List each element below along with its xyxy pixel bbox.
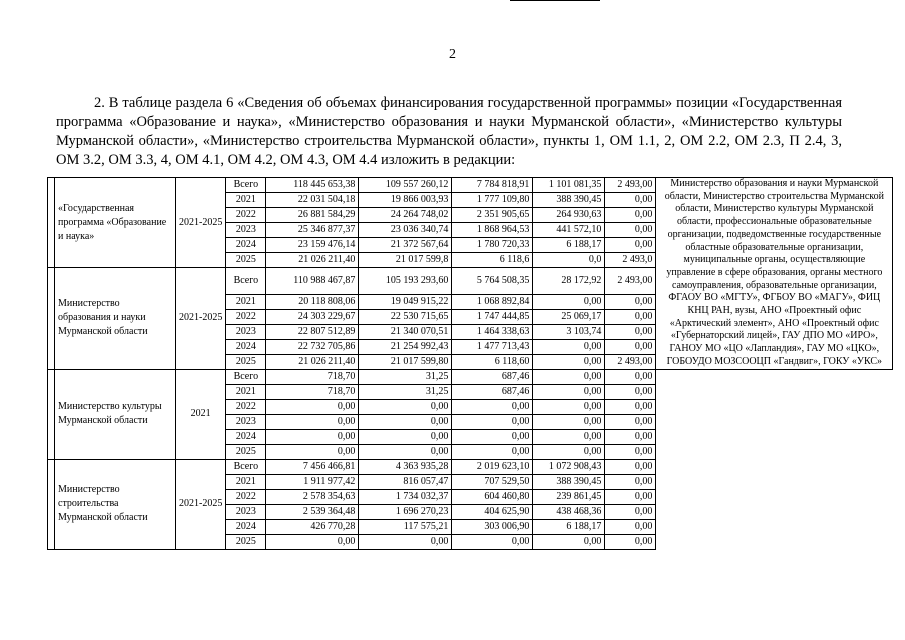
amount-cell: 426 770,28 bbox=[266, 519, 359, 534]
amount-cell: 0,00 bbox=[605, 504, 656, 519]
year-cell: 2024 bbox=[226, 238, 266, 253]
amount-cell: 0,00 bbox=[605, 324, 656, 339]
amount-cell: 0,00 bbox=[359, 429, 452, 444]
amount-cell: 21 372 567,64 bbox=[359, 238, 452, 253]
page-number: 2 bbox=[449, 47, 456, 62]
amount-cell: 117 575,21 bbox=[359, 519, 452, 534]
amount-cell: 0,00 bbox=[533, 369, 605, 384]
amount-cell: 1 696 270,23 bbox=[359, 504, 452, 519]
amount-cell: 7 456 466,81 bbox=[266, 459, 359, 474]
amount-cell: 0,00 bbox=[605, 339, 656, 354]
amount-cell: 1 868 964,53 bbox=[452, 223, 533, 238]
amount-cell: 0,00 bbox=[605, 238, 656, 253]
program-name: Министерство культуры Мурманской области bbox=[55, 369, 176, 459]
amount-cell: 0,0 bbox=[533, 253, 605, 268]
amount-cell: 7 784 818,91 bbox=[452, 178, 533, 193]
amount-cell: 1 911 977,42 bbox=[266, 474, 359, 489]
header-rule bbox=[510, 0, 600, 1]
year-cell: 2024 bbox=[226, 339, 266, 354]
amount-cell: 25 346 877,37 bbox=[266, 223, 359, 238]
amount-cell: 1 734 032,37 bbox=[359, 489, 452, 504]
amount-cell: 0,00 bbox=[452, 414, 533, 429]
year-cell: 2024 bbox=[226, 429, 266, 444]
amount-cell: 264 930,63 bbox=[533, 208, 605, 223]
amount-cell: 0,00 bbox=[533, 339, 605, 354]
amount-cell: 0,00 bbox=[359, 414, 452, 429]
amount-cell: 6 188,17 bbox=[533, 519, 605, 534]
amount-cell: 0,00 bbox=[605, 369, 656, 384]
amount-cell: 604 460,80 bbox=[452, 489, 533, 504]
year-cell: Всего bbox=[226, 178, 266, 193]
amount-cell: 816 057,47 bbox=[359, 474, 452, 489]
year-cell: 2025 bbox=[226, 534, 266, 549]
amount-cell: 0,00 bbox=[605, 429, 656, 444]
amount-cell: 6 118,60 bbox=[452, 354, 533, 369]
amount-cell: 2 493,00 bbox=[605, 178, 656, 193]
amount-cell: 0,00 bbox=[605, 294, 656, 309]
amount-cell: 388 390,45 bbox=[533, 193, 605, 208]
amount-cell: 21 017 599,80 bbox=[359, 354, 452, 369]
year-cell: 2023 bbox=[226, 414, 266, 429]
amount-cell: 22 530 715,65 bbox=[359, 309, 452, 324]
amount-cell: 4 363 935,28 bbox=[359, 459, 452, 474]
amount-cell: 110 988 467,87 bbox=[266, 268, 359, 295]
amount-cell: 1 072 908,43 bbox=[533, 459, 605, 474]
amount-cell: 24 303 229,67 bbox=[266, 309, 359, 324]
amount-cell: 0,00 bbox=[266, 414, 359, 429]
year-cell: Всего bbox=[226, 369, 266, 384]
amount-cell: 0,00 bbox=[605, 414, 656, 429]
amount-cell: 0,00 bbox=[452, 399, 533, 414]
program-name: Министерство строительства Мурманской области bbox=[55, 459, 176, 549]
amount-cell: 0,00 bbox=[605, 384, 656, 399]
amount-cell: 23 036 340,74 bbox=[359, 223, 452, 238]
year-cell: 2021 bbox=[226, 193, 266, 208]
executors-cell: Министерство образования и науки Мурманской области, Министерство строительства Мурманской области, Министерство культуры Мурманской области, профессиональные образовательные организации, подведомственные государственные областные образовательные организации, муниципальные органы, осуществляющие управление в сфере образования, органы местного самоуправления, образовательные организации, ФГАОУ ВО «МГТУ», ФГБОУ ВО «МАГУ», ФИЦ КНЦ РАН, вузы, АНО «Проектный офис «Арктический элемент», АНО «Проектный офис «Губернаторский лицей», ГАУ ДПО МО «ИРО», ГАНОУ МО «ЦО «Лапландия», ГАУ МО «ЦКО», ГОБОУДО МОЗСООЦП «Гандвиг», ГОКУ «УКС» bbox=[656, 178, 893, 370]
year-cell: 2025 bbox=[226, 354, 266, 369]
amount-cell: 0,00 bbox=[605, 534, 656, 549]
year-cell: 2023 bbox=[226, 324, 266, 339]
table-row bbox=[48, 369, 893, 384]
amount-cell: 26 881 584,29 bbox=[266, 208, 359, 223]
amount-cell: 109 557 260,12 bbox=[359, 178, 452, 193]
amount-cell: 22 807 512,89 bbox=[266, 324, 359, 339]
amount-cell: 0,00 bbox=[533, 354, 605, 369]
financing-table bbox=[47, 177, 893, 550]
amount-cell: 0,00 bbox=[266, 429, 359, 444]
amount-cell: 0,00 bbox=[359, 534, 452, 549]
amount-cell: 718,70 bbox=[266, 384, 359, 399]
amount-cell: 707 529,50 bbox=[452, 474, 533, 489]
period: 2021-2025 bbox=[176, 268, 226, 370]
amount-cell: 0,00 bbox=[266, 534, 359, 549]
amount-cell: 0,00 bbox=[605, 459, 656, 474]
amount-cell: 22 031 504,18 bbox=[266, 193, 359, 208]
amount-cell: 19 049 915,22 bbox=[359, 294, 452, 309]
amount-cell: 2 493,00 bbox=[605, 354, 656, 369]
year-cell: 2022 bbox=[226, 489, 266, 504]
amount-cell: 0,00 bbox=[605, 399, 656, 414]
amount-cell: 5 764 508,35 bbox=[452, 268, 533, 295]
program-name: Министерство образования и науки Мурманской области bbox=[55, 268, 176, 370]
amount-cell: 0,00 bbox=[452, 444, 533, 459]
amount-cell: 2 351 905,65 bbox=[452, 208, 533, 223]
year-cell: 2025 bbox=[226, 444, 266, 459]
amount-cell: 0,00 bbox=[533, 294, 605, 309]
amount-cell: 31,25 bbox=[359, 369, 452, 384]
amount-cell: 0,00 bbox=[452, 429, 533, 444]
amount-cell: 0,00 bbox=[605, 519, 656, 534]
year-cell: 2021 bbox=[226, 474, 266, 489]
amount-cell: 0,00 bbox=[533, 399, 605, 414]
blank-cell bbox=[48, 268, 55, 370]
amount-cell: 21 254 992,43 bbox=[359, 339, 452, 354]
amount-cell: 2 493,00 bbox=[605, 268, 656, 295]
amount-cell: 441 572,10 bbox=[533, 223, 605, 238]
blank-cell bbox=[48, 178, 55, 268]
year-cell: 2022 bbox=[226, 309, 266, 324]
amount-cell: 21 340 070,51 bbox=[359, 324, 452, 339]
empty-executor-area bbox=[656, 459, 893, 549]
amount-cell: 1 747 444,85 bbox=[452, 309, 533, 324]
amount-cell: 239 861,45 bbox=[533, 489, 605, 504]
amount-cell: 3 103,74 bbox=[533, 324, 605, 339]
amount-cell: 0,00 bbox=[533, 429, 605, 444]
amount-cell: 20 118 808,06 bbox=[266, 294, 359, 309]
amount-cell: 31,25 bbox=[359, 384, 452, 399]
amount-cell: 25 069,17 bbox=[533, 309, 605, 324]
amount-cell: 1 477 713,43 bbox=[452, 339, 533, 354]
amount-cell: 0,00 bbox=[605, 489, 656, 504]
amount-cell: 0,00 bbox=[605, 208, 656, 223]
year-cell: 2021 bbox=[226, 384, 266, 399]
year-cell: Всего bbox=[226, 268, 266, 295]
amount-cell: 28 172,92 bbox=[533, 268, 605, 295]
year-cell: 2022 bbox=[226, 208, 266, 223]
year-cell: Всего bbox=[226, 459, 266, 474]
amount-cell: 687,46 bbox=[452, 384, 533, 399]
amount-cell: 0,00 bbox=[533, 414, 605, 429]
amount-cell: 0,00 bbox=[452, 534, 533, 549]
amount-cell: 0,00 bbox=[605, 193, 656, 208]
program-name: «Государственная программа «Образование и наука» bbox=[55, 178, 176, 268]
amount-cell: 438 468,36 bbox=[533, 504, 605, 519]
instruction-paragraph: 2. В таблице раздела 6 «Сведения об объемах финансирования государственной программы» позиции «Государственная программа «Образование и наука», «Министерство образования и науки Мурманской области», «Министерство культуры Мурманской области», «Министерство строительства Мурманской области», пункты 1, ОМ 1.1, 2, ОМ 2.2, ОМ 2.3, П 2.4, 3, ОМ 3.2, ОМ 3.3, 4, ОМ 4.1, ОМ 4.2, ОМ 4.3, ОМ 4.4 изложить в редакции: bbox=[56, 95, 842, 168]
amount-cell: 2 019 623,10 bbox=[452, 459, 533, 474]
blank-cell bbox=[48, 369, 55, 459]
amount-cell: 2 539 364,48 bbox=[266, 504, 359, 519]
amount-cell: 0,00 bbox=[359, 444, 452, 459]
amount-cell: 404 625,90 bbox=[452, 504, 533, 519]
amount-cell: 0,00 bbox=[533, 384, 605, 399]
period: 2021 bbox=[176, 369, 226, 459]
amount-cell: 0,00 bbox=[605, 223, 656, 238]
amount-cell: 0,00 bbox=[266, 399, 359, 414]
year-cell: 2024 bbox=[226, 519, 266, 534]
amount-cell: 687,46 bbox=[452, 369, 533, 384]
amount-cell: 0,00 bbox=[533, 444, 605, 459]
year-cell: 2021 bbox=[226, 294, 266, 309]
amount-cell: 1 101 081,35 bbox=[533, 178, 605, 193]
amount-cell: 23 159 476,14 bbox=[266, 238, 359, 253]
amount-cell: 0,00 bbox=[605, 444, 656, 459]
amount-cell: 2 578 354,63 bbox=[266, 489, 359, 504]
amount-cell: 718,70 bbox=[266, 369, 359, 384]
amount-cell: 0,00 bbox=[266, 444, 359, 459]
table-row bbox=[48, 459, 893, 474]
amount-cell: 0,00 bbox=[533, 534, 605, 549]
amount-cell: 388 390,45 bbox=[533, 474, 605, 489]
blank-cell bbox=[48, 459, 55, 549]
amount-cell: 0,00 bbox=[359, 399, 452, 414]
amount-cell: 1 068 892,84 bbox=[452, 294, 533, 309]
period: 2021-2025 bbox=[176, 178, 226, 268]
amount-cell: 2 493,0 bbox=[605, 253, 656, 268]
year-cell: 2025 bbox=[226, 253, 266, 268]
empty-executor-area bbox=[656, 369, 893, 459]
table-row bbox=[48, 178, 893, 193]
amount-cell: 118 445 653,38 bbox=[266, 178, 359, 193]
amount-cell: 1 780 720,33 bbox=[452, 238, 533, 253]
amount-cell: 21 026 211,40 bbox=[266, 253, 359, 268]
amount-cell: 105 193 293,60 bbox=[359, 268, 452, 295]
year-cell: 2023 bbox=[226, 223, 266, 238]
amount-cell: 1 464 338,63 bbox=[452, 324, 533, 339]
amount-cell: 24 264 748,02 bbox=[359, 208, 452, 223]
amount-cell: 21 017 599,8 bbox=[359, 253, 452, 268]
amount-cell: 19 866 003,93 bbox=[359, 193, 452, 208]
amount-cell: 1 777 109,80 bbox=[452, 193, 533, 208]
amount-cell: 6 118,6 bbox=[452, 253, 533, 268]
amount-cell: 6 188,17 bbox=[533, 238, 605, 253]
year-cell: 2023 bbox=[226, 504, 266, 519]
amount-cell: 0,00 bbox=[605, 474, 656, 489]
amount-cell: 21 026 211,40 bbox=[266, 354, 359, 369]
year-cell: 2022 bbox=[226, 399, 266, 414]
amount-cell: 0,00 bbox=[605, 309, 656, 324]
period: 2021-2025 bbox=[176, 459, 226, 549]
amount-cell: 303 006,90 bbox=[452, 519, 533, 534]
amount-cell: 22 732 705,86 bbox=[266, 339, 359, 354]
